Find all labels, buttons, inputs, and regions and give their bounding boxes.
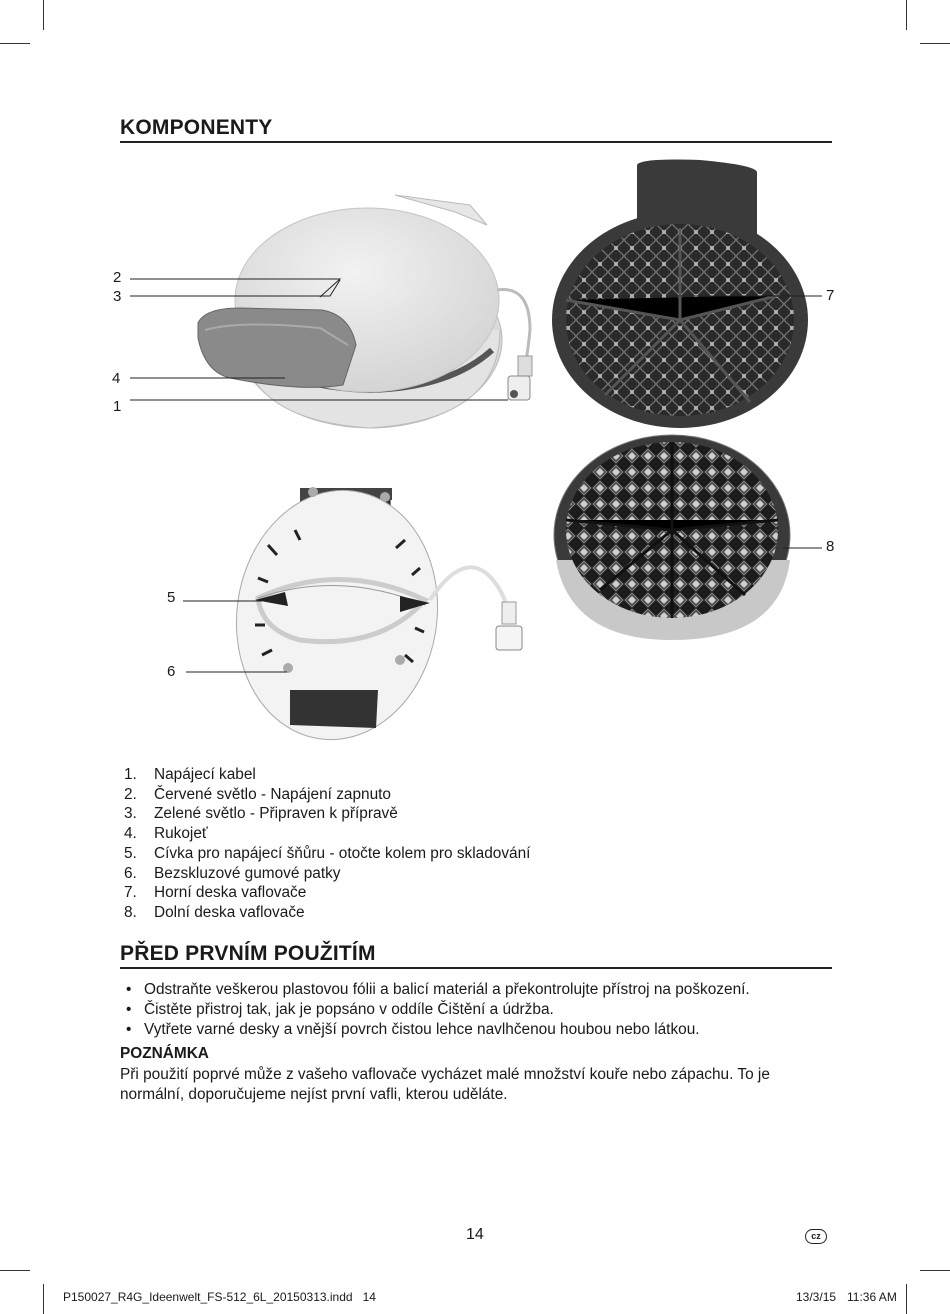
callout-6: 6 <box>167 663 176 680</box>
list-item: 3. Zelené světlo - Připraven k přípravě <box>124 805 398 823</box>
list-item: • Odstraňte veškerou plastovou fólii a balicí materiál a překontrolujte přístroj na poškození. <box>120 980 840 1000</box>
instructions-list <box>120 980 840 1039</box>
callout-3: 3 <box>113 288 122 305</box>
list-item: 8. Dolní deska vaflovače <box>124 903 305 921</box>
callout-1: 1 <box>113 398 122 415</box>
footer-date: 13/3/15 <box>796 1290 837 1304</box>
waffle-maker-bottom-view <box>221 477 522 752</box>
list-item: 7. Horní deska vaflovače <box>124 884 307 902</box>
crop-mark <box>0 1270 30 1271</box>
crop-mark <box>906 1284 907 1314</box>
callout-2: 2 <box>113 269 122 286</box>
components-heading: KOMPONENTY <box>120 116 832 143</box>
list-item: 6. Bezskluzové gumové patky <box>124 864 341 882</box>
list-item: 2. Červené světlo - Napájení zapnuto <box>124 785 391 803</box>
callout-7: 7 <box>826 287 835 304</box>
list-item: 5. Cívka pro napájecí šňůru - otočte kolem pro skladování <box>124 844 531 862</box>
before-first-use-heading: PŘED PRVNÍM POUŽITÍM <box>120 942 832 969</box>
list-item: 1. Napájecí kabel <box>124 766 256 783</box>
list-item: • Čistěte přistroj tak, jak je popsáno v oddíle Čištění a údržba. <box>120 1000 840 1020</box>
callout-8: 8 <box>826 538 835 555</box>
components-list <box>120 765 530 923</box>
page-number: 14 <box>466 1226 484 1243</box>
callout-5: 5 <box>167 589 176 606</box>
note-text: Při použití poprvé může z vašeho vaflovače vycházet malé množství kouře nebo zápachu. To je normální, doporučujeme nejíst první vafli, kterou uděláte. <box>120 1066 770 1103</box>
crop-mark <box>920 1270 950 1271</box>
list-item: 4. Rukojeť <box>124 825 208 843</box>
crop-mark <box>43 1284 44 1314</box>
closed-waffle-maker <box>198 195 532 428</box>
open-waffle-maker <box>552 160 808 640</box>
list-item: • Vytřete varné desky a vnější povrch čistou lehce navlhčenou houbou nebo látkou. <box>120 1020 840 1040</box>
footer-time: 11:36 AM <box>847 1290 897 1304</box>
language-badge: cz <box>805 1229 827 1244</box>
note-title: POZNÁMKA <box>120 1045 209 1062</box>
footer-file: P150027_R4G_Ideenwelt_FS-512_6L_20150313.indd 14 <box>63 1290 376 1304</box>
callout-4: 4 <box>112 370 121 387</box>
